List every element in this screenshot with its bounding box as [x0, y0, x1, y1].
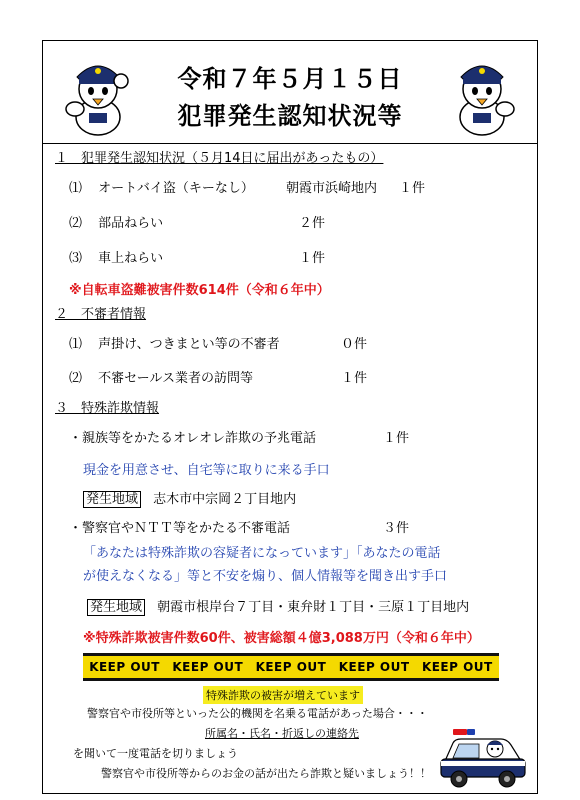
date-title: 令和７年５月１５日 — [177, 65, 403, 93]
item-label: 声掛け、つきまとい等の不審者 — [98, 337, 280, 352]
section1-heading: １ 犯罪発生認知状況（５月14日に届出があったもの） — [55, 151, 384, 166]
item-location: 朝霞市浜崎地内 — [286, 181, 378, 196]
fraud-item-1-area — [83, 488, 296, 507]
item-number: ⑴ — [69, 337, 83, 352]
item-number: ⑵ — [69, 216, 83, 231]
item-number: ⑵ — [69, 371, 83, 386]
footer-line-4: 警察官や市役所等からのお金の話が出たら詐欺と疑いましょう！！ — [101, 767, 431, 780]
keep-out-label: KEEP OUT — [255, 660, 327, 674]
item-label: 部品ねらい — [98, 216, 164, 231]
fraud-damage-note: ※特殊詐欺被害件数60件、被害総額４億3,088万円（令和６年中） — [83, 631, 480, 646]
footer-line-2: 所属名・氏名・折返しの連絡先 — [205, 727, 359, 740]
item-count: １件 — [341, 371, 368, 386]
area-label: 発生地域 — [83, 491, 141, 508]
bicycle-theft-note: ※自転車盗難被害件数614件（令和６年中） — [69, 283, 330, 298]
fraud-item-1-label: ・親族等をかたるオレオレ詐欺の予兆電話 — [69, 431, 317, 446]
footer-line-1: 警察官や市役所等といった公的機関を名乗る電話があった場合・・・ — [87, 707, 428, 720]
area-value: 志木市中宗岡２丁目地内 — [153, 492, 297, 507]
header — [43, 41, 537, 144]
item-count: １件 — [299, 251, 326, 266]
item-number: ⑴ — [69, 181, 83, 196]
fraud-item-2-label: ・警察官やＮＴＴ等をかたる不審電話 — [69, 521, 291, 536]
item-count: １件 — [399, 181, 426, 196]
fraud-warning-banner: 特殊詐欺の被害が増えています — [203, 686, 363, 704]
item-label: オートバイ盗（キーなし） — [98, 181, 254, 196]
item-count: ０件 — [341, 337, 368, 352]
item-label: 車上ねらい — [98, 251, 164, 266]
keep-out-tape — [83, 653, 499, 681]
section1-item-3 — [69, 247, 163, 266]
keep-out-label: KEEP OUT — [89, 660, 160, 674]
section2-item-2 — [69, 367, 253, 386]
section2-item-1 — [69, 333, 280, 352]
section1-item-1 — [69, 177, 254, 196]
keep-out-label: KEEP OUT — [421, 660, 493, 674]
bulletin-frame — [42, 40, 538, 794]
page-title: 犯罪発生認知状況等 — [177, 102, 403, 130]
area-label: 発生地域 — [87, 599, 145, 616]
keep-out-label: KEEP OUT — [172, 660, 244, 674]
keep-out-label: KEEP OUT — [338, 660, 410, 674]
fraud-item-2-method-line2: が使えなくなる」等と不安を煽り、個人情報等を聞き出す手口 — [83, 569, 448, 584]
item-number: ⑶ — [69, 251, 83, 266]
footer-line-3: を聞いて一度電話を切りましょう — [73, 747, 238, 760]
police-car-icon — [439, 727, 527, 789]
fraud-item-2-method-line1: 「あなたは特殊詐欺の容疑者になっています」「あなたの電話 — [83, 546, 441, 561]
item-count: １件 — [383, 431, 410, 446]
fraud-item-2-area — [87, 596, 469, 615]
police-mascot-icon — [447, 51, 517, 137]
item-count: ２件 — [299, 216, 326, 231]
fraud-item-1-method: 現金を用意させ、自宅等に取りに来る手口 — [83, 463, 330, 478]
area-value: 朝霞市根岸台７丁目・東弁財１丁目・三原１丁目地内 — [157, 600, 470, 615]
section1-item-2 — [69, 212, 163, 231]
item-count: ３件 — [383, 521, 410, 536]
section3-heading: ３ 特殊詐欺情報 — [55, 401, 160, 416]
item-label: 不審セールス業者の訪問等 — [98, 371, 253, 386]
section2-heading: ２ 不審者情報 — [55, 307, 147, 322]
